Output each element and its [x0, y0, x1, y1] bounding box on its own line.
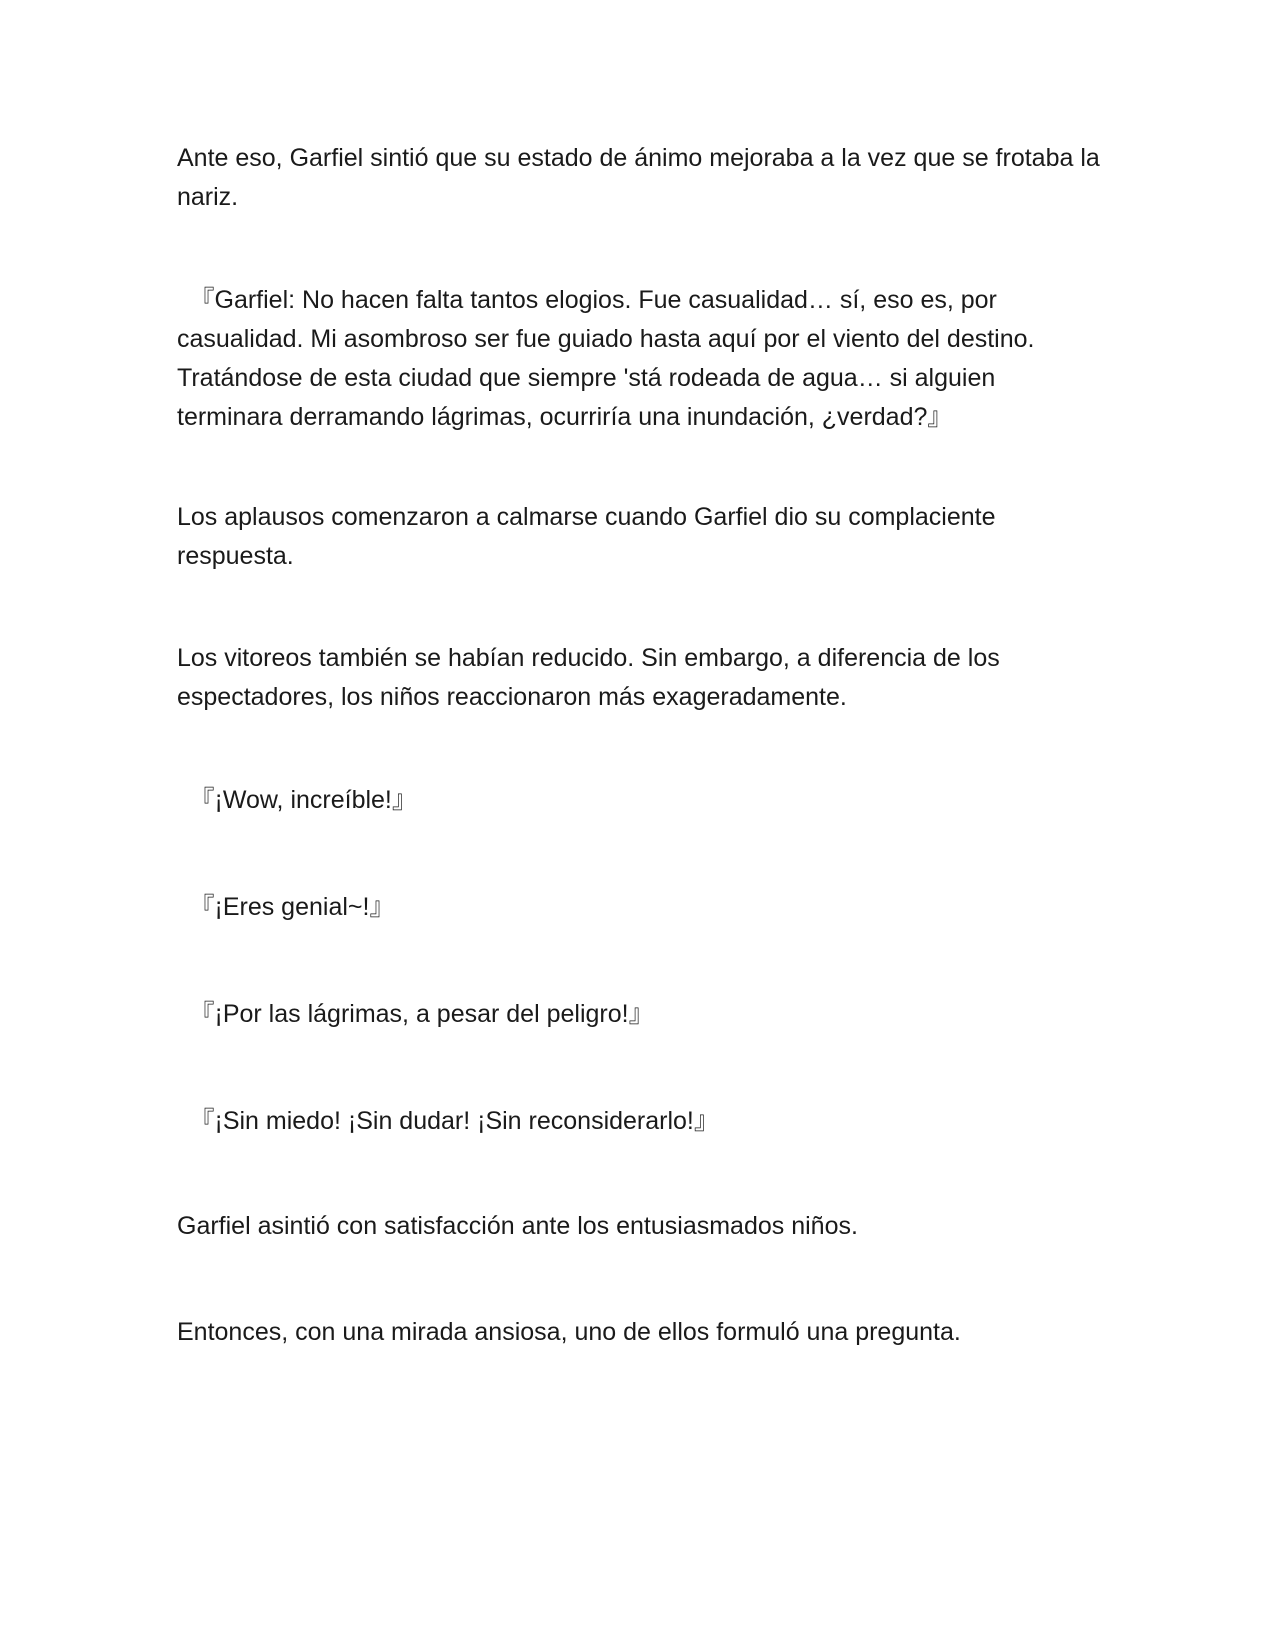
- paragraph-narration-1: Ante eso, Garfiel sintió que su estado de ánimo mejoraba a la vez que se frotaba la nariz.: [177, 144, 1100, 211]
- paragraph-dialogue-child-4: 『¡Sin miedo! ¡Sin dudar! ¡Sin reconsiderarlo!』: [177, 1107, 719, 1135]
- paragraph-narration-4: Garfiel asintió con satisfacción ante los entusiasmados niños.: [177, 1212, 858, 1240]
- paragraph-dialogue-garfiel: 『Garfiel: No hacen falta tantos elogios. Fue casualidad… sí, eso es, por casualidad. Mi asombroso ser fue guiado hasta aquí por el viento del destino. Tratándose de esta ciudad que siempre 'stá rodeada de agua… si alguien terminara derramando lágrimas, ocurriría una inundación, ¿verdad?』: [177, 286, 1035, 431]
- paragraph-dialogue-child-3: 『¡Por las lágrimas, a pesar del peligro!』: [177, 1000, 654, 1028]
- paragraph-narration-5: Entonces, con una mirada ansiosa, uno de ellos formuló una pregunta.: [177, 1318, 961, 1346]
- paragraph-dialogue-child-2: 『¡Eres genial~!』: [177, 893, 395, 921]
- paragraph-dialogue-child-1: 『¡Wow, increíble!』: [177, 786, 417, 814]
- paragraph-narration-2: Los aplausos comenzaron a calmarse cuando Garfiel dio su complaciente respuesta.: [177, 503, 996, 570]
- paragraph-narration-3: Los vitoreos también se habían reducido. Sin embargo, a diferencia de los espectadores, los niños reaccionaron más exageradamente.: [177, 644, 1000, 711]
